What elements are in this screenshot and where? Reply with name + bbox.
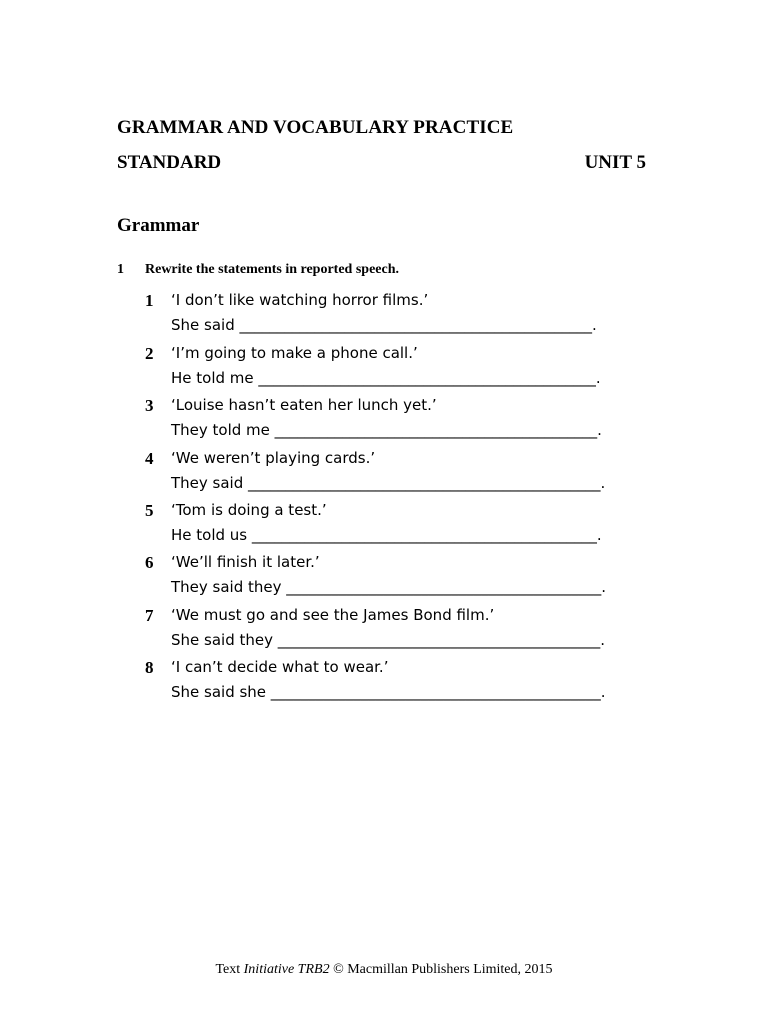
item-quote: ‘I can’t decide what to wear.’	[171, 658, 389, 676]
item-quote: ‘Tom is doing a test.’	[171, 501, 327, 519]
item-answer-line: They told me ___________________________________________.	[171, 421, 602, 439]
item-quote: ‘Louise hasn’t eaten her lunch yet.’	[171, 396, 437, 414]
exercise-number: 1	[117, 262, 124, 277]
item-quote: ‘We’ll finish it later.’	[171, 553, 320, 571]
item-answer-line: She said she ____________________________________________.	[171, 683, 606, 701]
item-answer-line: He told me _____________________________________________.	[171, 369, 601, 387]
item-number: 6	[145, 553, 154, 572]
footer-prefix: Text	[215, 962, 244, 977]
item-answer-line: She said _______________________________________________.	[171, 316, 597, 334]
item-number: 3	[145, 396, 154, 415]
footer-suffix: © Macmillan Publishers Limited, 2015	[329, 962, 553, 977]
item-quote: ‘I don’t like watching horror films.’	[171, 291, 429, 309]
section-heading: Grammar	[117, 215, 200, 236]
item-number: 1	[145, 291, 154, 310]
item-quote: ‘We must go and see the James Bond film.’	[171, 606, 495, 624]
item-number: 5	[145, 501, 154, 520]
item-number: 8	[145, 658, 154, 677]
level-label: STANDARD	[117, 152, 222, 173]
item-number: 2	[145, 344, 154, 363]
item-answer-line: They said _______________________________________________.	[171, 474, 606, 492]
unit-label: UNIT 5	[584, 152, 646, 173]
item-answer-line: They said they __________________________________________.	[171, 578, 607, 596]
exercise-instruction: Rewrite the statements in reported speech.	[145, 262, 400, 277]
copyright-footer	[0, 962, 768, 978]
item-answer-line: He told us ______________________________________________.	[171, 526, 602, 544]
item-quote: ‘We weren’t playing cards.’	[171, 449, 376, 467]
worksheet-title: GRAMMAR AND VOCABULARY PRACTICE	[117, 117, 514, 138]
item-quote: ‘I’m going to make a phone call.’	[171, 344, 418, 362]
item-answer-line: She said they ___________________________________________.	[171, 631, 606, 649]
item-number: 4	[145, 449, 154, 468]
item-number: 7	[145, 606, 154, 625]
footer-title: Initiative TRB2	[243, 962, 330, 977]
